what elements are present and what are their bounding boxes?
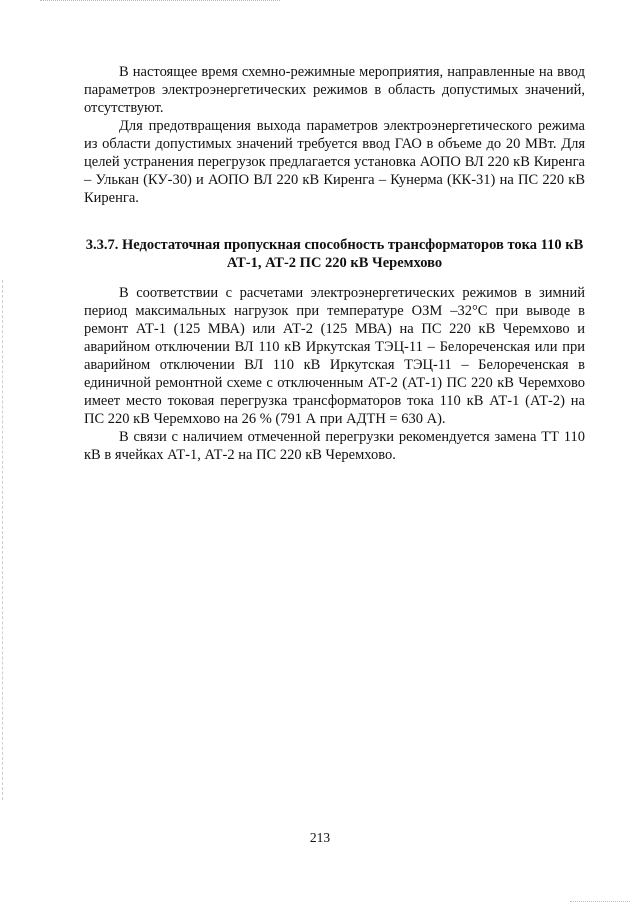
document-page [84,63,585,464]
paragraph-gao-aopo: Для предотвращения выхода параметров электроэнергетического режима из области допустимых значений требуется ввод ГАО в объеме до 20 МВт. Для целей устранения перегрузок предлагается установка АОПО ВЛ 220 кВ Киренга – Улькан (КУ-30) и АОПО ВЛ 220 кВ Киренга – Кунерма (КК-31) на ПС 220 кВ Киренга. [84,118,585,206]
scan-edge-bottom [570,901,630,903]
section-heading: 3.3.7. Недостаточная пропускная способность трансформаторов тока 110 кВ АТ-1, АТ-2 ПС 220 кВ Черемхово [85,237,584,271]
scan-edge-top [40,0,280,3]
scan-edge-left [2,280,4,800]
paragraph-measures-absent: В настоящее время схемно-режимные мероприятия, направленные на ввод параметров электроэнергетических режимов в область допустимых значений, отсутствуют. [84,64,585,116]
page-number: 213 [309,830,331,845]
paragraph-overload-calculation: В соответствии с расчетами электроэнергетических режимов в зимний период максимальных нагрузок при температуре ОЗМ –32°С при выводе в ремонт АТ-1 (125 МВА) или АТ-2 (125 МВА) на ПС 220 кВ Черемхово и аварийном отключении ВЛ 110 кВ Иркутская ТЭЦ-11 – Белореченская или при аварийном отключении ВЛ 110 кВ Иркутская ТЭЦ-11 – Белореченская в единичной ремонтной схеме с отключенным АТ-2 (АТ-1) ПС 220 кВ Черемхово имеет место токовая перегрузка трансформаторов тока 110 кВ АТ-1 (АТ-2) на ПС 220 кВ Черемхово на 26 % (791 А при АДТН = 630 А). [84,285,585,427]
paragraph-replacement-recommendation: В связи с наличием отмеченной перегрузки рекомендуется замена ТТ 110 кВ в ячейках АТ-1, АТ-2 на ПС 220 кВ Черемхово. [84,429,585,463]
